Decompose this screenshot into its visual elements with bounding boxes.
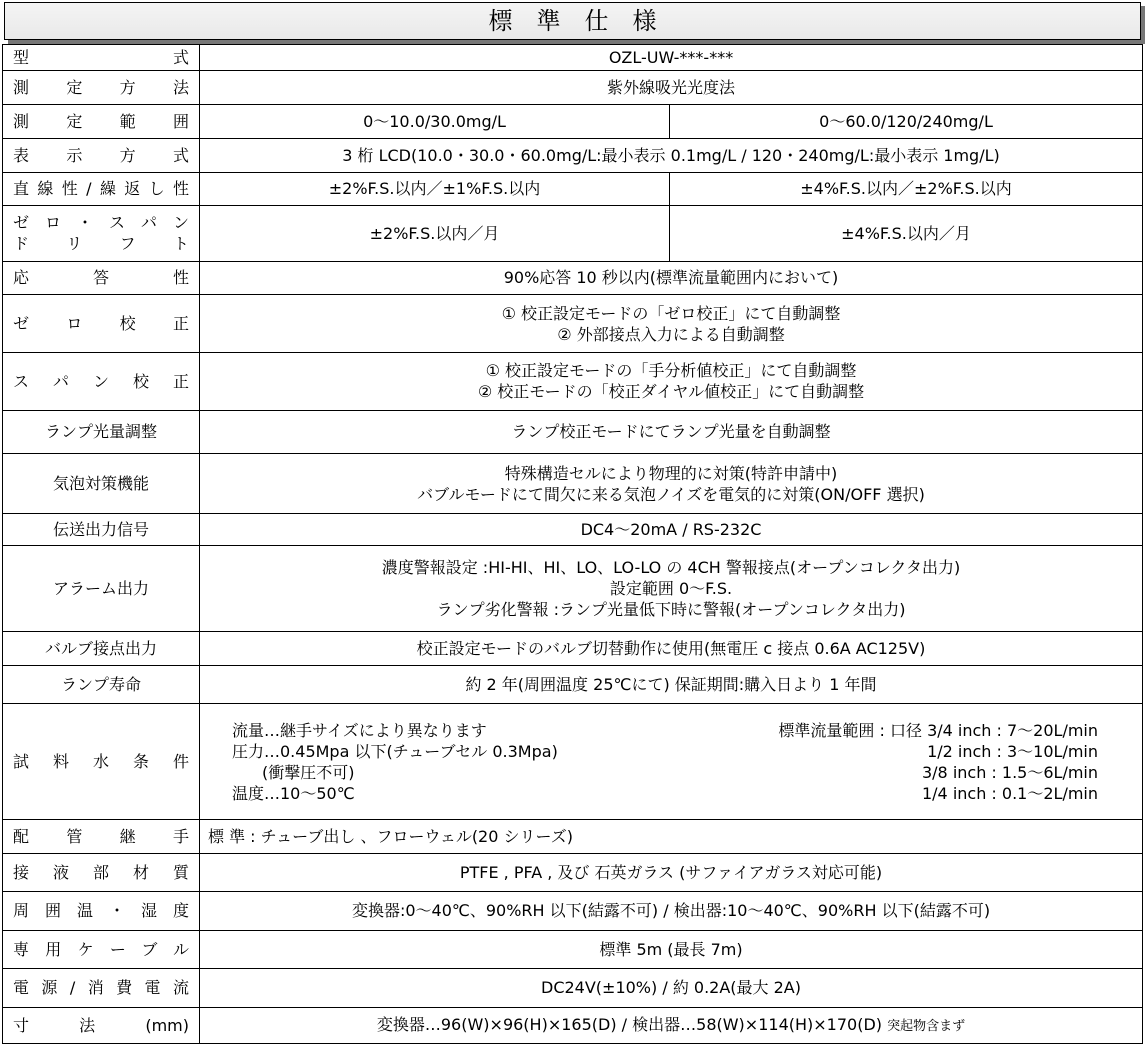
row-material xyxy=(3,853,1143,892)
row-value: 校正設定モードのバルブ切替動作に使用(無電圧 c 接点 0.6A AC125V) xyxy=(200,632,1143,666)
row-value xyxy=(200,353,1143,411)
row-label-line: ドリフト xyxy=(13,234,189,254)
row-label: 気泡対策機能 xyxy=(3,454,200,514)
row-value-low: ±2%F.S.以内／月 xyxy=(200,206,670,261)
row-lamp-adjust xyxy=(3,410,1143,453)
sample-left: 圧力…0.45Mpa 以下(チューブセル 0.3Mpa) xyxy=(232,741,558,761)
row-ambient xyxy=(3,892,1143,931)
row-label: 試料水条件 xyxy=(3,704,200,820)
row-value: DC24V(±10%) / 約 0.2A(最大 2A) xyxy=(200,969,1143,1008)
sample-left: 流量…継手サイズにより異なります xyxy=(232,720,487,740)
row-value-high: ±4%F.S.以内／±2%F.S.以内 xyxy=(670,172,1143,206)
row-label: バルブ接点出力 xyxy=(3,632,200,666)
dimensions-note: 突起物含まず xyxy=(887,1018,966,1034)
title-bar xyxy=(4,2,1141,40)
row-value: 標準 5m (最長 7m) xyxy=(200,930,1143,969)
row-label: アラーム出力 xyxy=(3,545,200,632)
row-value: PTFE , PFA , 及び 石英ガラス (サファイアガラス対応可能) xyxy=(200,853,1143,892)
row-label-line: ゼロ・スパン xyxy=(13,213,189,233)
sample-line-impact xyxy=(204,762,1138,783)
row-value xyxy=(200,545,1143,632)
value-line: 特殊構造セルにより物理的に対策(特許申請中) xyxy=(504,463,838,483)
row-fitting xyxy=(3,819,1143,853)
row-label: ゼロ校正 xyxy=(3,295,200,353)
sample-right: 標準流量範囲 : 口径 3/4 inch : 7～20L/min xyxy=(778,720,1099,740)
row-sample xyxy=(3,704,1143,820)
row-label: 応答性 xyxy=(3,261,200,295)
row-value xyxy=(200,295,1143,353)
row-value: ランプ校正モードにてランプ光量を自動調整 xyxy=(200,410,1143,453)
row-drift xyxy=(3,206,1143,261)
row-label: スパン校正 xyxy=(3,353,200,411)
row-value: 約 2 年(周囲温度 25℃にて) 保証期間:購入日より 1 年間 xyxy=(200,665,1143,704)
row-value xyxy=(200,704,1143,820)
row-zero-cal xyxy=(3,295,1143,353)
row-model xyxy=(3,45,1143,71)
row-label: 直線性/繰返し性 xyxy=(3,172,200,206)
value-line: ① 校正設定モードの「手分析値校正」にて自動調整 xyxy=(485,361,857,381)
row-label: 伝送出力信号 xyxy=(3,514,200,545)
row-label: 表示方式 xyxy=(3,138,200,172)
row-value: 紫外線吸光光度法 xyxy=(200,71,1143,105)
row-value-low: ±2%F.S.以内／±1%F.S.以内 xyxy=(200,172,670,206)
value-line: 設定範囲 0～F.S. xyxy=(609,578,733,598)
row-display xyxy=(3,138,1143,172)
row-label: 測定範囲 xyxy=(3,105,200,139)
row-range xyxy=(3,105,1143,139)
value-line: 濃度警報設定 :HI-HI、HI、LO、LO-LO の 4CH 警報接点(オープンコレクタ出力) xyxy=(381,557,961,577)
row-lamp-life xyxy=(3,665,1143,704)
value-line: バブルモードにて間欠に来る気泡ノイズを電気的に対策(ON/OFF 選択) xyxy=(417,484,925,504)
row-output xyxy=(3,514,1143,545)
value-line: ① 校正設定モードの「ゼロ校正」にて自動調整 xyxy=(501,303,841,323)
row-label: 型式 xyxy=(3,45,200,71)
page-title: 標準仕様 xyxy=(488,7,681,35)
row-label: 周囲温・湿度 xyxy=(3,892,200,931)
sample-line-temp xyxy=(204,783,1138,804)
row-value: OZL-UW-***-*** xyxy=(200,45,1143,71)
spec-table xyxy=(2,44,1143,1044)
row-label: 接液部材質 xyxy=(3,853,200,892)
row-value xyxy=(200,1007,1143,1043)
row-bubble xyxy=(3,454,1143,514)
row-label: 測定方法 xyxy=(3,71,200,105)
sample-right: 3/8 inch : 1.5～6L/min xyxy=(921,762,1099,782)
sample-right: 1/4 inch : 0.1～2L/min xyxy=(921,783,1099,803)
row-span-cal xyxy=(3,353,1143,411)
row-dimensions xyxy=(3,1007,1143,1043)
row-value: DC4～20mA / RS-232C xyxy=(200,514,1143,545)
row-label: ランプ寿命 xyxy=(3,665,200,704)
value-line: ② 外部接点入力による自動調整 xyxy=(557,324,785,344)
row-response xyxy=(3,261,1143,295)
row-power xyxy=(3,969,1143,1008)
row-value-high: ±4%F.S.以内／月 xyxy=(670,206,1143,261)
row-value xyxy=(200,454,1143,514)
row-value: 3 桁 LCD(10.0・30.0・60.0mg/L:最小表示 0.1mg/L / 120・240mg/L:最小表示 1mg/L) xyxy=(200,138,1143,172)
value-line: ランプ劣化警報 :ランプ光量低下時に警報(オープンコレクタ出力) xyxy=(436,599,906,619)
row-label: 寸法(mm) xyxy=(3,1007,200,1043)
row-label: 配管継手 xyxy=(3,819,200,853)
row-value-low: 0～10.0/30.0mg/L xyxy=(200,105,670,139)
row-alarm xyxy=(3,545,1143,632)
row-value: 変換器:0～40℃、90%RH 以下(結露不可) / 検出器:10～40℃、90%RH 以下(結露不可) xyxy=(200,892,1143,931)
sample-right: 1/2 inch : 3～10L/min xyxy=(927,741,1099,761)
value-line: ② 校正モードの「校正ダイヤル値校正」にて自動調整 xyxy=(477,382,865,402)
row-label: ランプ光量調整 xyxy=(3,410,200,453)
row-value-high: 0～60.0/120/240mg/L xyxy=(670,105,1143,139)
sample-left: (衝撃圧不可) xyxy=(262,762,355,782)
sample-line-flow xyxy=(204,720,1138,741)
dimensions-text: 変換器…96(W)×96(H)×165(D) / 検出器…58(W)×114(H)×170(D) xyxy=(376,1014,883,1034)
row-value: 標 準 : チューブ出し 、フローウェル(20 シリーズ) xyxy=(200,819,1143,853)
row-linearity xyxy=(3,172,1143,206)
row-label: 専用ケーブル xyxy=(3,930,200,969)
row-label xyxy=(3,206,200,261)
row-label: 電源/消費電流 xyxy=(3,969,200,1008)
row-valve xyxy=(3,632,1143,666)
row-value: 90%応答 10 秒以内(標準流量範囲内において) xyxy=(200,261,1143,295)
sample-line-pressure xyxy=(204,741,1138,762)
sample-left: 温度…10～50℃ xyxy=(232,783,355,803)
row-cable xyxy=(3,930,1143,969)
row-method xyxy=(3,71,1143,105)
